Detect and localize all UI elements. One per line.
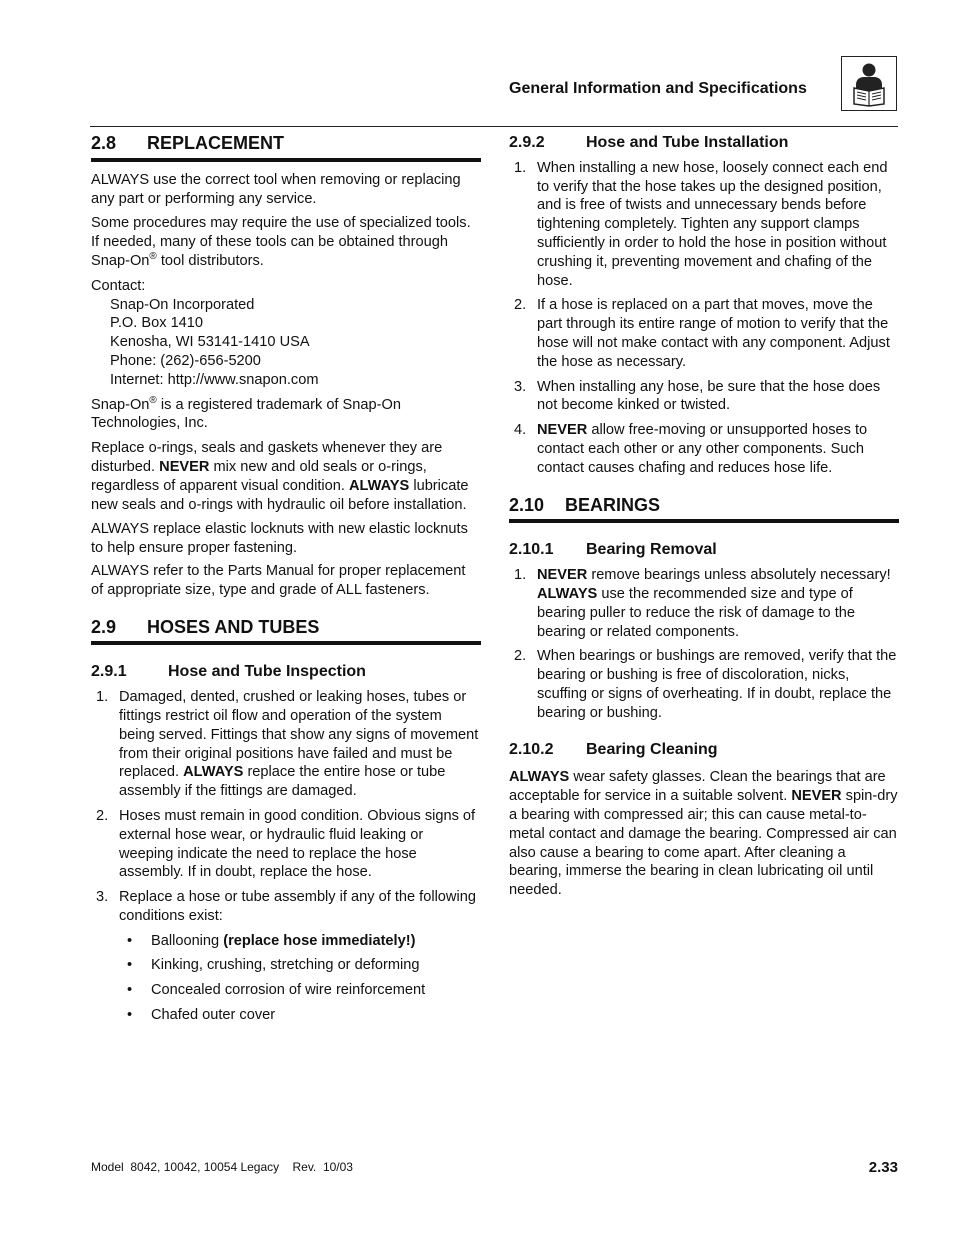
subsection-heading-hose-installation: 2.9.2 Hose and Tube Installation xyxy=(509,134,789,151)
contact-label: Contact: xyxy=(91,277,146,294)
list-item: • Ballooning (replace hose immediately!) xyxy=(127,932,416,949)
list-item: 2. Hoses must remain in good condition. Obvious signs of external hose wear, or hydraulic fluid leaking or weeping indicate the need to replace the hose assembly. If in doubt, replace the hose. xyxy=(96,807,476,881)
list-item: 1. Damaged, dented, crushed or leaking hoses, tubes or fittings restrict oil flow and operation of the system being served. Fittings that show any signs of movement from their original positions have failed and must be replaced. ALWAYS replace the entire hose or tube assembly if the fittings are damaged. xyxy=(96,689,479,800)
list-item: 1. When installing a new hose, loosely connect each end to verify that the hose takes up the designed position, and is free of twists and unnecessary bends before tightening completely. Tighten any support clamps sufficiently in order to hold the hose in position without crushing it, preventing movement and chafing of the hose. xyxy=(514,159,888,289)
contact-line: Kenosha, WI 53141-1410 USA xyxy=(110,334,310,351)
contact-line: Snap-On Incorporated xyxy=(110,296,255,313)
list-item: • Kinking, crushing, stretching or deforming xyxy=(127,957,420,974)
header-divider xyxy=(90,126,898,127)
paragraph: ALWAYS replace elastic locknuts with new elastic locknuts to help ensure proper fastening. xyxy=(91,521,468,557)
paragraph: Snap-On® is a registered trademark of Snap-On Technologies, Inc. xyxy=(91,394,401,432)
contact-line: P.O. Box 1410 xyxy=(110,315,204,332)
list-item: • Concealed corrosion of wire reinforcement xyxy=(127,982,426,999)
section-title: REPLACEMENT xyxy=(147,133,285,153)
installation-steps xyxy=(509,159,899,478)
condition-bullets xyxy=(91,932,481,1025)
list-item: 2. If a hose is replaced on a part that moves, move the part through its entire range of motion to verify that the hose will not make contact with any component. Adjust the hose as necessary. xyxy=(514,297,890,370)
list-item: 2. When bearings or bushings are removed, verify that the bearing or bushing is free of discoloration, nicks, scuffing or signs of overheating. If in doubt, replace the bearing or bushing. xyxy=(514,648,897,721)
contact-line: Internet: http://www.snapon.com xyxy=(110,371,319,388)
section-heading-hoses xyxy=(91,618,481,646)
paragraph: ALWAYS refer to the Parts Manual for proper replacement of appropriate size, type and grade of ALL fasteners. xyxy=(91,562,466,598)
paragraph: ALWAYS use the correct tool when removing or replacing any part or performing any service. xyxy=(91,171,461,207)
footer-model: Model 8042, 10042, 10054 Legacy Rev. 10/03 xyxy=(91,1160,353,1174)
right-column xyxy=(509,134,899,900)
section-number: 2.8 xyxy=(91,133,117,153)
section-number: 2.9 xyxy=(91,616,117,637)
page-number: 2.33 xyxy=(868,1159,898,1176)
paragraph: Replace o-rings, seals and gaskets whenever they are disturbed. NEVER mix new and old seals or o-rings, regardless of apparent visual condition. ALWAYS lubricate new seals and o-rings with hydraulic oil before installation. xyxy=(91,440,469,513)
contact-line: Phone: (262)-656-5200 xyxy=(110,352,261,369)
left-column xyxy=(91,134,481,1025)
section-heading-replacement xyxy=(91,134,481,162)
list-item: 3. When installing any hose, be sure that the hose does not become kinked or twisted. xyxy=(514,378,881,414)
section-title: BEARINGS xyxy=(565,494,661,515)
section-title: HOSES AND TUBES xyxy=(147,616,320,637)
subsection-heading-hose-inspection: 2.9.1 Hose and Tube Inspection xyxy=(91,663,366,681)
list-item: • Chafed outer cover xyxy=(127,1007,276,1024)
running-header-title: General Information and Specifications xyxy=(509,80,807,97)
section-heading-bearings xyxy=(509,496,899,524)
section-number: 2.10 xyxy=(509,494,545,515)
list-item: 1. NEVER remove bearings unless absolutely necessary! ALWAYS use the recommended size and type of bearing puller to reduce the risk of damage to the bearing or related components. xyxy=(514,567,891,640)
inspection-steps xyxy=(91,688,481,926)
subsection-heading-bearing-removal: 2.10.1 Bearing Removal xyxy=(509,541,717,559)
subsection-heading-bearing-cleaning: 2.10.2 Bearing Cleaning xyxy=(509,740,718,758)
manual-reading-icon xyxy=(841,56,897,111)
removal-steps xyxy=(509,566,899,722)
list-item: 4. NEVER allow free-moving or unsupported hoses to contact each other or any other components. Such contact causes chafing and reduces hose life. xyxy=(514,422,868,476)
list-item: 3. Replace a hose or tube assembly if any of the following conditions exist: xyxy=(96,889,476,924)
contact-block xyxy=(91,277,481,390)
paragraph: ALWAYS wear safety glasses. Clean the bearings that are acceptable for service in a suitable solvent. NEVER spin-dry a bearing with compressed air; this can cause metal-to-metal contact and damage the bearing. Compressed air can also cause a bearing to come apart. After cleaning a bearing, immerse the bearing in clean lubricating oil until needed. xyxy=(509,769,898,899)
paragraph: Some procedures may require the use of specialized tools. If needed, many of these tools can be obtained through Snap-On® tool distributors. xyxy=(91,215,471,269)
